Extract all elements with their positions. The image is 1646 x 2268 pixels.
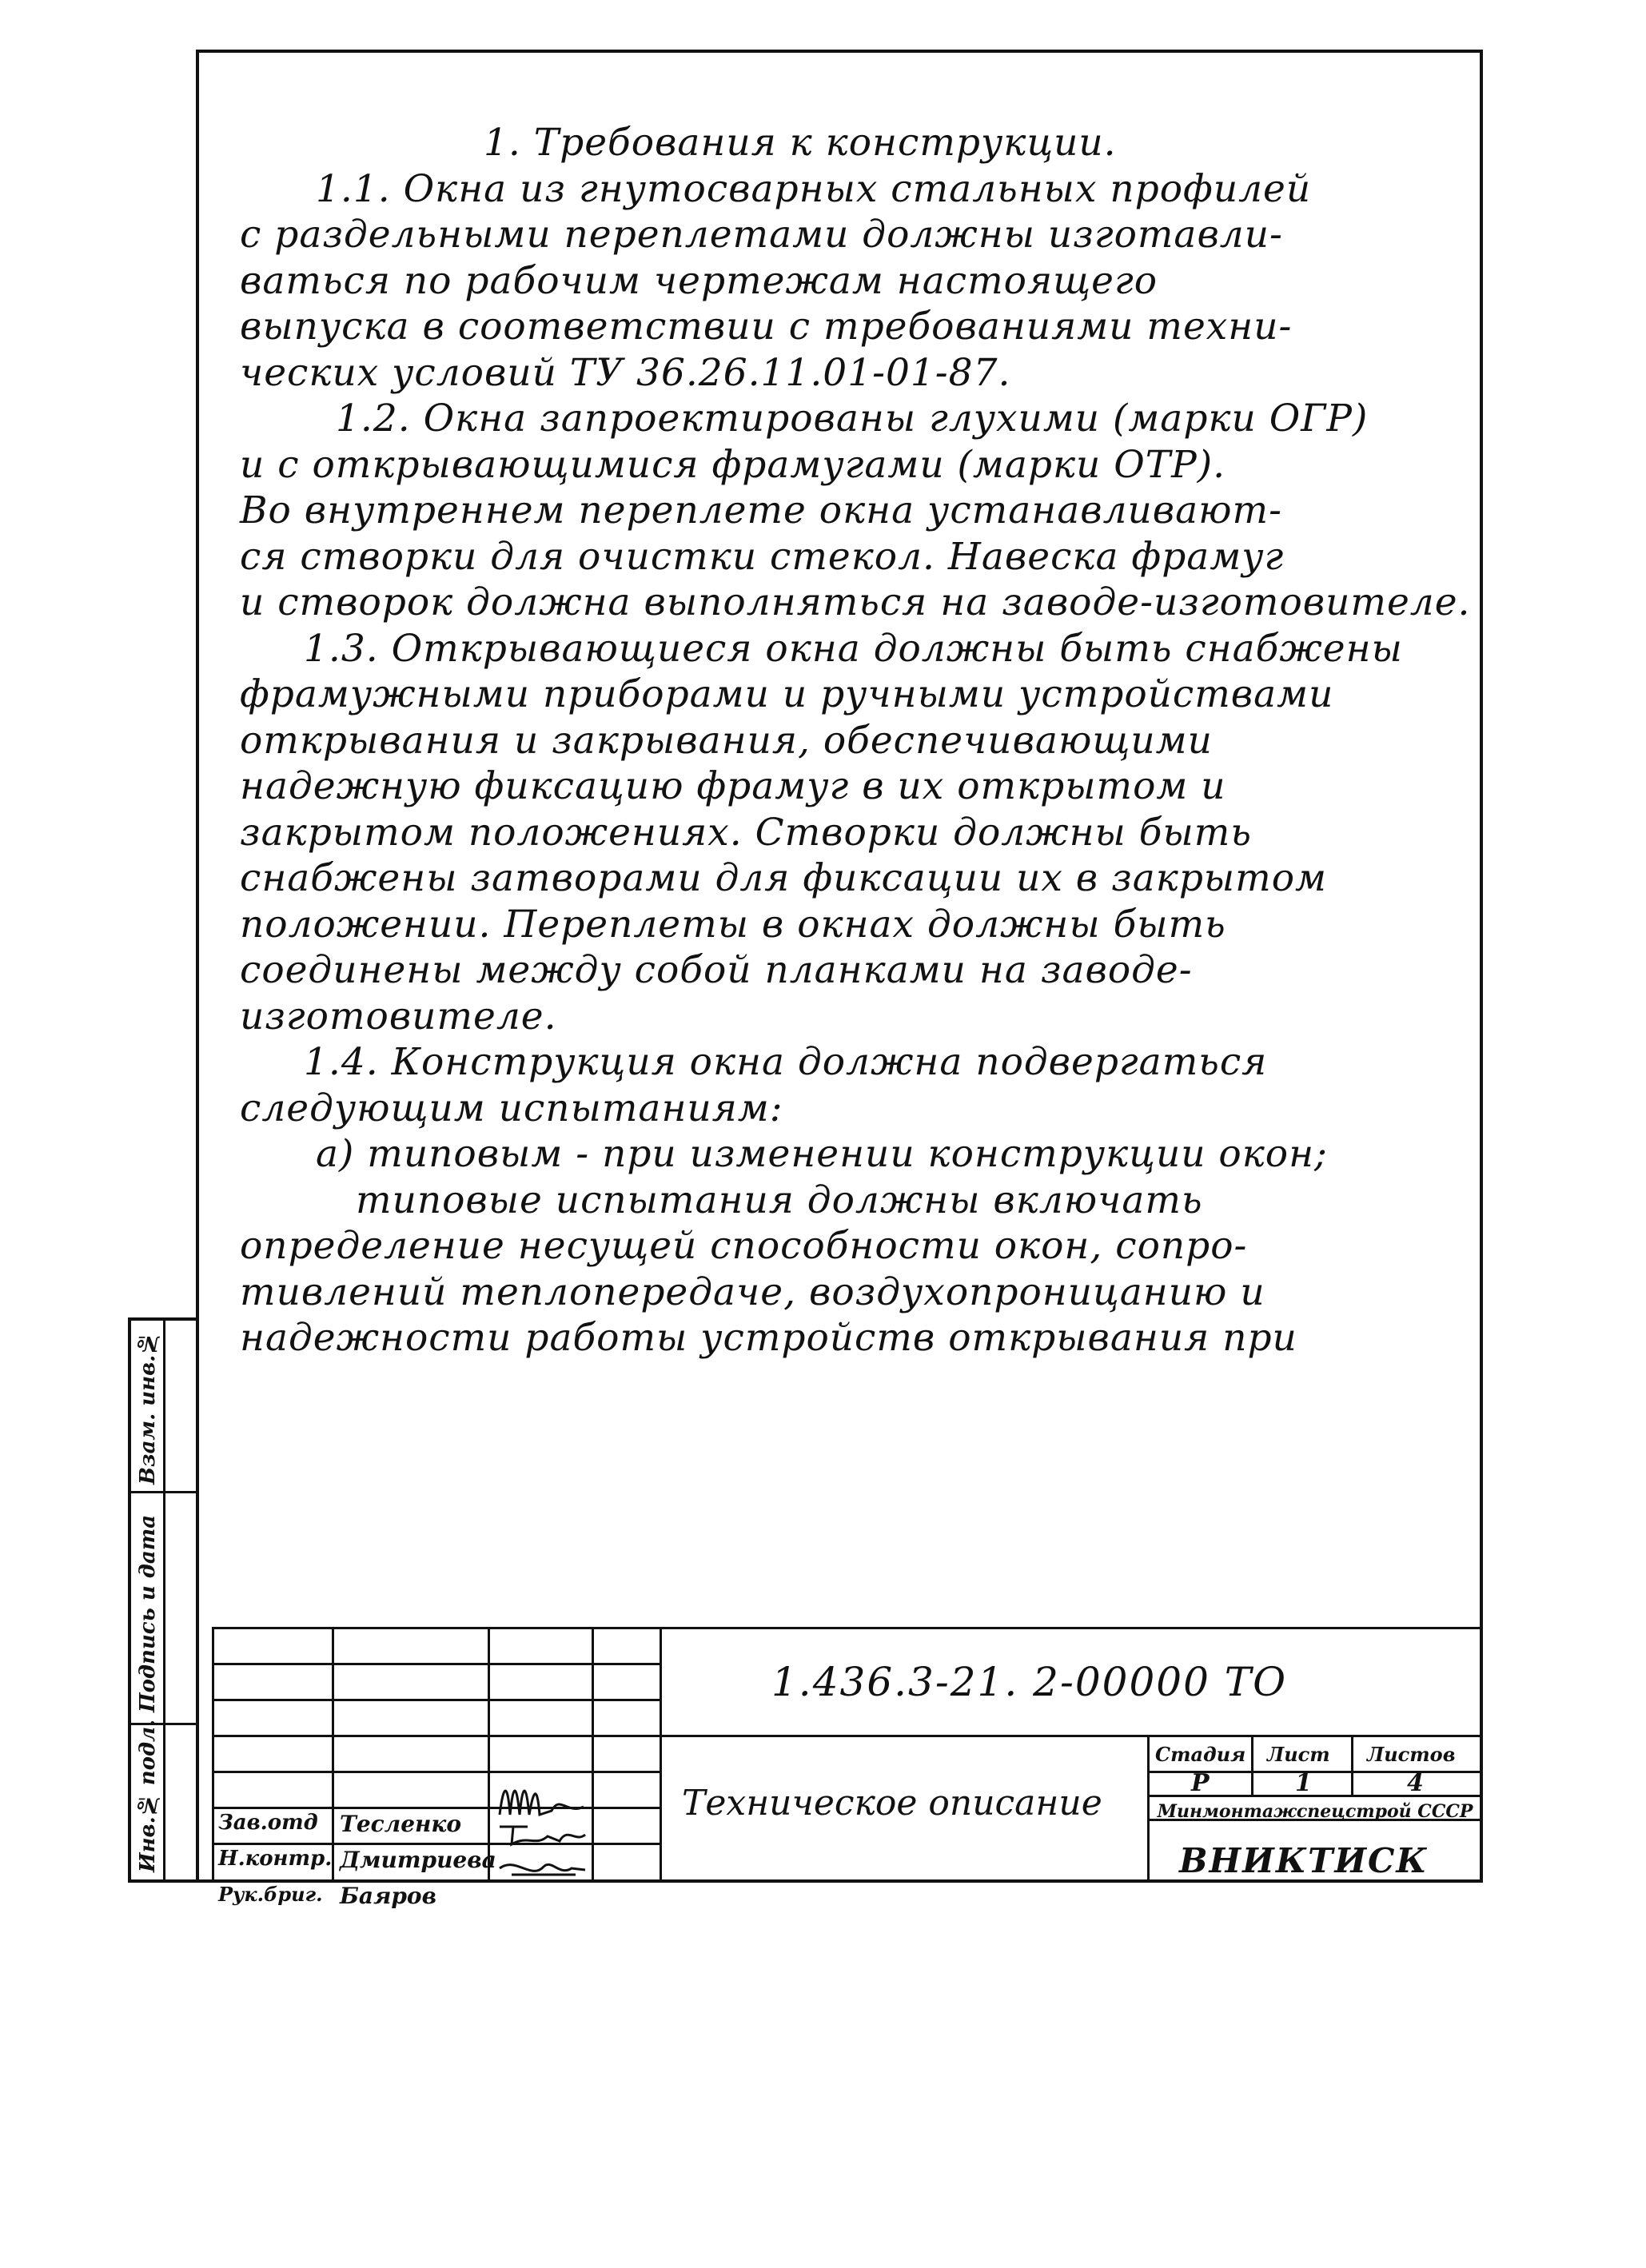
- divider: [592, 1627, 594, 1883]
- text-line: а) типовым - при изменении конструкции окон;: [316, 1132, 1328, 1176]
- binding-label-signature: Подпись и дата: [136, 1514, 160, 1712]
- text-line: выпуска в соответствии с требованиями техни-: [240, 305, 1293, 349]
- text-line: изготовителе.: [240, 994, 557, 1038]
- divider: [332, 1627, 334, 1883]
- text-line: и створок должна выполняться на заводе-изготовителе.: [240, 580, 1471, 624]
- title-block: [212, 1627, 1483, 1909]
- signature-team-lead: [496, 1852, 588, 1883]
- sheet-value: 1: [1295, 1769, 1312, 1797]
- text-line: фрамужными приборами и ручными устройствами: [240, 672, 1334, 716]
- text-line: 1.3. Открывающиеся окна должны быть снабжены: [304, 626, 1403, 671]
- ministry-name: Минмонтажспецстрой СССР: [1157, 1801, 1473, 1822]
- role-team-lead: Рук.бриг.: [218, 1883, 323, 1906]
- text-line: открывания и закрывания, обеспечивающими: [240, 718, 1213, 763]
- stage-value: Р: [1191, 1769, 1210, 1797]
- stage-header: Стадия: [1155, 1743, 1246, 1766]
- binding-label-replacement: Взам. инв.№: [136, 1330, 160, 1485]
- divider: [1251, 1735, 1253, 1795]
- text-line: с раздельными переплетами должны изготавли-: [240, 213, 1283, 257]
- text-line: ся створки для очистки стекол. Навеска фрамуг: [240, 534, 1285, 579]
- text-line: типовые испытания должны включать: [356, 1178, 1203, 1222]
- text-line: ческих условий ТУ 36.26.11.01-01-87.: [240, 350, 1011, 395]
- text-line: ваться по рабочим чертежам настоящего: [240, 258, 1158, 303]
- text-line: положении. Переплеты в окнах должны быть: [240, 902, 1226, 947]
- text-line: следующим испытаниям:: [240, 1086, 783, 1130]
- text-line: надежную фиксацию фрамуг в их открытом и: [240, 764, 1226, 808]
- divider: [1147, 1735, 1150, 1883]
- sheet-header: Лист: [1267, 1743, 1330, 1766]
- divider: [131, 1491, 196, 1493]
- text-line: определение несущей способности окон, сопро-: [240, 1224, 1248, 1268]
- divider: [488, 1627, 490, 1883]
- document-body: [240, 120, 1471, 1361]
- text-line: Во внутреннем переплете окна устанавливают-: [240, 488, 1282, 532]
- binding-label-inventory: Инв.№ подл.: [136, 1719, 160, 1872]
- text-line: соединены между собой планками на заводе-: [240, 948, 1193, 992]
- name-norm-control: Дмитриева: [340, 1847, 496, 1873]
- text-line: надежности работы устройств открывания при: [240, 1316, 1297, 1360]
- organization-name: ВНИКТИСК: [1179, 1841, 1429, 1880]
- text-line: снабжены затворами для фиксации их в закрытом: [240, 856, 1328, 900]
- role-head-of-department: Зав.отд: [218, 1811, 318, 1835]
- text-line: 1.4. Конструкция окна должна подвергаться: [304, 1040, 1268, 1084]
- divider: [163, 1321, 165, 1879]
- text-line: 1.2. Окна запроектированы глухими (марки ОГР): [336, 397, 1369, 440]
- document-title: Техническое описание: [682, 1783, 1102, 1824]
- text-line: и с открывающимися фрамугами (марки ОТР).: [240, 442, 1226, 487]
- text-line: 1.1. Окна из гнутосварных стальных профилей: [316, 166, 1312, 211]
- section-title: 1. Требования к конструкции.: [484, 121, 1117, 165]
- role-norm-control: Н.контр.: [218, 1847, 333, 1871]
- divider: [212, 1627, 214, 1883]
- text-line: тивлений теплопередаче, воздухопроницанию и: [240, 1270, 1265, 1314]
- text-line: закрытом положениях. Створки должны быть: [240, 810, 1252, 855]
- divider: [212, 1627, 1483, 1629]
- name-head-of-department: Тесленко: [340, 1811, 462, 1837]
- document-code: 1.436.3-21. 2-00000 ТО: [771, 1659, 1288, 1705]
- divider: [212, 1735, 1483, 1737]
- sheets-header: Листов: [1367, 1743, 1456, 1766]
- signature-norm-control: [496, 1819, 588, 1851]
- sheets-value: 4: [1407, 1769, 1424, 1797]
- divider: [1351, 1735, 1353, 1795]
- binding-strip: [128, 1317, 196, 1883]
- name-team-lead: Баяров: [340, 1883, 436, 1909]
- divider: [660, 1627, 662, 1883]
